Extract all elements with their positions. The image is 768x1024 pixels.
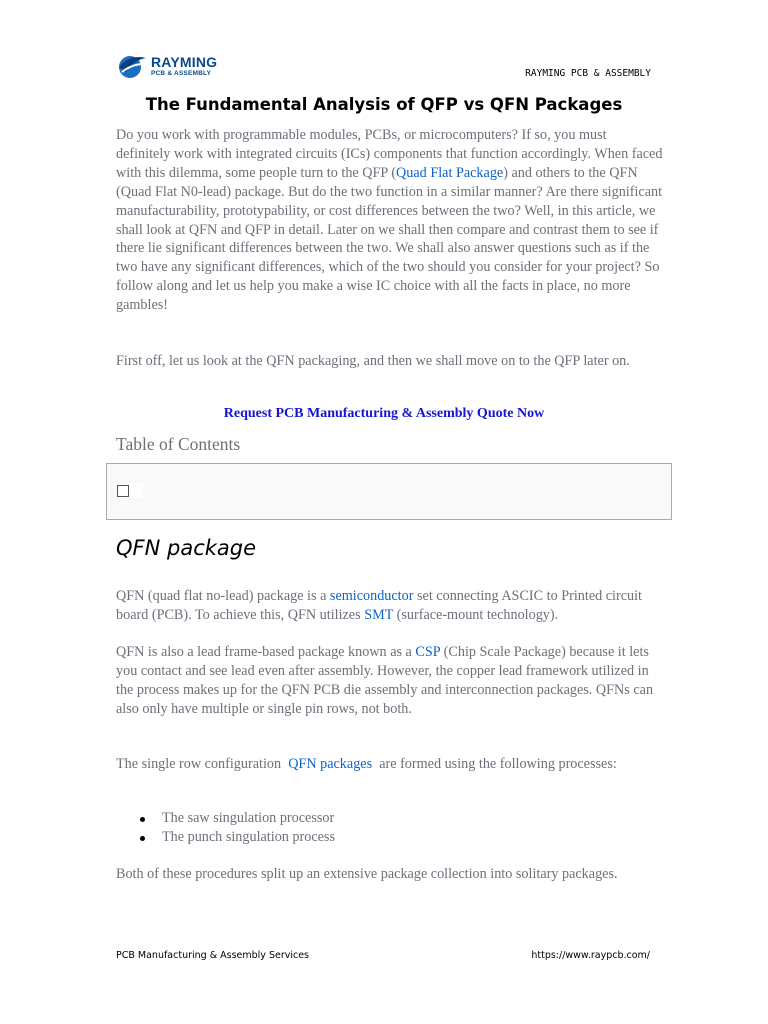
toc-toggle-label bbox=[129, 483, 143, 498]
qfn-paragraph-4: Both of these procedures split up an extensive package collection into solitary packages. bbox=[116, 866, 618, 882]
list-item: The punch singulation process bbox=[136, 828, 335, 847]
rayming-logo-icon bbox=[116, 52, 148, 80]
qfn-paragraph-3: The single row configuration QFN packages are formed using the following processes: bbox=[116, 756, 617, 772]
toc-toggle-checkbox[interactable] bbox=[117, 485, 129, 497]
qfn-paragraph-2: QFN is also a lead frame-based package known as a CSP (Chip Scale Package) because it lets you contact and see lead even after assembly. However, the copper lead framework utilized in the process makes up for the QFN PCB die assembly and interconnection packages. QFNs can also only have multiple or single pin rows, not both. bbox=[116, 644, 654, 717]
logo-name: RAYMING bbox=[151, 53, 218, 70]
toc-box bbox=[106, 463, 672, 520]
intro-paragraph: Do you work with programmable modules, PCBs, or microcomputers? If so, you must definitely work with integrated circuits (ICs) components that function accordingly. When faced with this dilemma, some people turn to the QFP (Quad Flat Package) and others to the QFN (Quad Flat N0-lead) package. But do the two function in a similar manner? Are there significant manufacturability, prototypability, or cost differences between the two? Well, in this article, we shall look at QFN and QFP in detail. Later on we shall then compare and contrast them to see if there lie significant differences between the two. We shall also answer questions such as if the two have any significant differences, which of the two should you consider for your project? So follow along and let us help you make a wise IC choice with all the facts in place, no more gambles! bbox=[116, 127, 663, 314]
request-quote-link[interactable]: Request PCB Manufacturing & Assembly Quote Now bbox=[223, 406, 545, 421]
process-list bbox=[136, 809, 335, 847]
list-item: The saw singulation processor bbox=[136, 809, 335, 828]
qfn-packages-link[interactable]: QFN packages bbox=[288, 756, 373, 772]
footer-website-link[interactable]: https://www.raypcb.com/ bbox=[531, 950, 650, 961]
smt-link[interactable]: SMT bbox=[364, 606, 394, 623]
logo-subtitle: PCB & ASSEMBLY bbox=[151, 69, 212, 77]
section-heading-qfn: QFN package bbox=[116, 536, 257, 560]
quad-flat-package-link[interactable]: Quad Flat Package bbox=[396, 164, 504, 181]
rayming-logo[interactable] bbox=[116, 52, 217, 80]
header-company-name: RAYMING PCB & ASSEMBLY bbox=[525, 68, 651, 79]
semiconductor-link[interactable]: semiconductor bbox=[329, 588, 414, 604]
footer-services-text: PCB Manufacturing & Assembly Services bbox=[116, 950, 310, 961]
page-title: The Fundamental Analysis of QFP vs QFN Packages bbox=[145, 95, 623, 114]
intro-paragraph-2: First off, let us look at the QFN packaging, and then we shall move on to the QFP later on. bbox=[116, 353, 630, 369]
csp-link[interactable]: CSP bbox=[415, 644, 441, 660]
toc-heading: Table of Contents bbox=[116, 434, 241, 454]
qfn-paragraph-1: QFN (quad flat no-lead) package is a semiconductor set connecting ASCIC to Printed circuit board (PCB). To achieve this, QFN utilizes SMT (surface-mount technology). bbox=[116, 588, 642, 623]
